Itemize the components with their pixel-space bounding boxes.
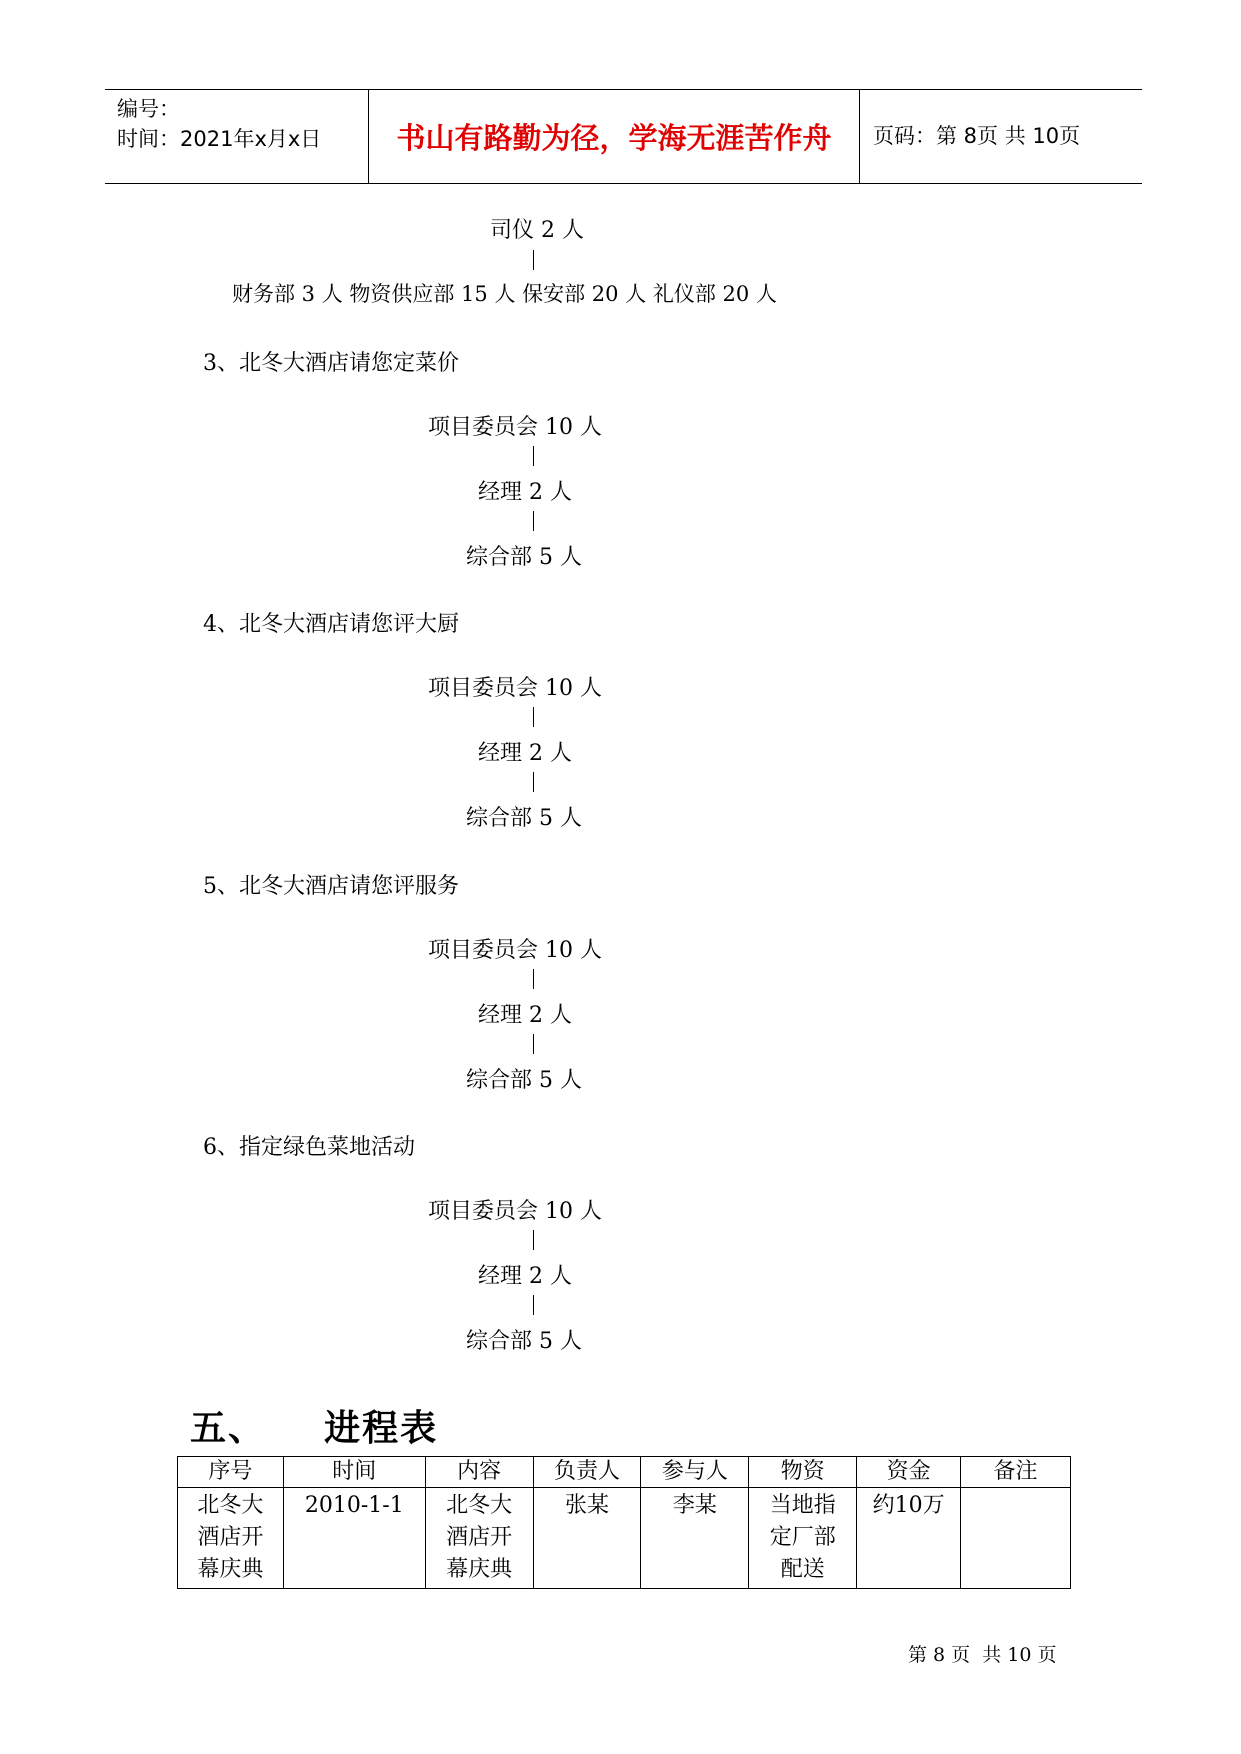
col-header: 备注 [961, 1457, 1071, 1488]
section-title: 6、指定绿色菜地活动 [203, 1135, 415, 1160]
header-divider [859, 90, 860, 183]
time-label: 时间：2021年x月x日 [117, 127, 322, 151]
org-departments: 财务部 3 人 物资供应部 15 人 保安部 20 人 礼仪部 20 人 [232, 282, 777, 306]
cell-funds: 约10万 [857, 1488, 961, 1589]
col-header: 内容 [425, 1457, 533, 1488]
col-header: 物资 [749, 1457, 857, 1488]
org-node-general-dept: 综合部 5 人 [466, 1068, 582, 1093]
org-node-committee: 项目委员会 10 人 [428, 1199, 602, 1224]
cell-content [425, 1488, 533, 1589]
org-node-general-dept: 综合部 5 人 [466, 1329, 582, 1354]
page-header [105, 89, 1142, 184]
header-slogan: 书山有路勤为径，学海无涯苦作舟 [396, 121, 832, 155]
org-connector [533, 772, 534, 792]
cell-line: 定厂部 [769, 1525, 836, 1550]
org-connector [533, 969, 534, 989]
org-connector [533, 1230, 534, 1250]
cell-line: 北冬大 [197, 1493, 264, 1518]
col-header: 资金 [857, 1457, 961, 1488]
section-title: 3、北冬大酒店请您定菜价 [203, 351, 459, 376]
cell-participant: 李某 [641, 1488, 749, 1589]
org-node-committee: 项目委员会 10 人 [428, 415, 602, 440]
page-footer: 第 8 页 共 10 页 [908, 1644, 1057, 1666]
schedule-table [177, 1456, 1071, 1589]
org-node-general-dept: 综合部 5 人 [466, 806, 582, 831]
org-node-manager: 经理 2 人 [478, 741, 572, 766]
cell-line: 酒店开 [446, 1525, 513, 1550]
cell-line: 当地指 [769, 1493, 836, 1518]
section-title: 4、北冬大酒店请您评大厨 [203, 612, 459, 637]
org-connector [533, 1034, 534, 1054]
org-node-manager: 经理 2 人 [478, 480, 572, 505]
header-page-info: 页码：第 8页 共 10页 [873, 124, 1081, 148]
schedule-heading: 五、 进程表 [190, 1408, 439, 1449]
cell-time: 2010-1-1 [283, 1488, 425, 1589]
section-title: 5、北冬大酒店请您评服务 [203, 874, 459, 899]
cell-owner: 张某 [533, 1488, 641, 1589]
header-left [117, 94, 321, 154]
org-connector [533, 511, 534, 531]
org-node-general-dept: 综合部 5 人 [466, 545, 582, 570]
cell-line: 酒店开 [197, 1525, 264, 1550]
col-header: 参与人 [641, 1457, 749, 1488]
cell-note [961, 1488, 1071, 1589]
col-header: 负责人 [533, 1457, 641, 1488]
cell-line: 幕庆典 [197, 1557, 264, 1582]
cell-line: 北冬大 [446, 1493, 513, 1518]
org-node-committee: 项目委员会 10 人 [428, 938, 602, 963]
org-node-manager: 经理 2 人 [478, 1264, 572, 1289]
table-header-row [178, 1457, 1071, 1488]
org-node-manager: 经理 2 人 [478, 1003, 572, 1028]
table-row [178, 1488, 1071, 1589]
cell-line: 配送 [780, 1557, 825, 1582]
org-node-committee: 项目委员会 10 人 [428, 676, 602, 701]
cell-materials [749, 1488, 857, 1589]
number-label: 编号： [117, 97, 180, 121]
cell-seq [178, 1488, 284, 1589]
cell-line: 幕庆典 [446, 1557, 513, 1582]
org-connector [533, 250, 534, 270]
org-connector [533, 707, 534, 727]
org-connector [533, 446, 534, 466]
col-header: 时间 [283, 1457, 425, 1488]
org-node-emcee: 司仪 2 人 [490, 218, 584, 243]
col-header: 序号 [178, 1457, 284, 1488]
org-connector [533, 1295, 534, 1315]
